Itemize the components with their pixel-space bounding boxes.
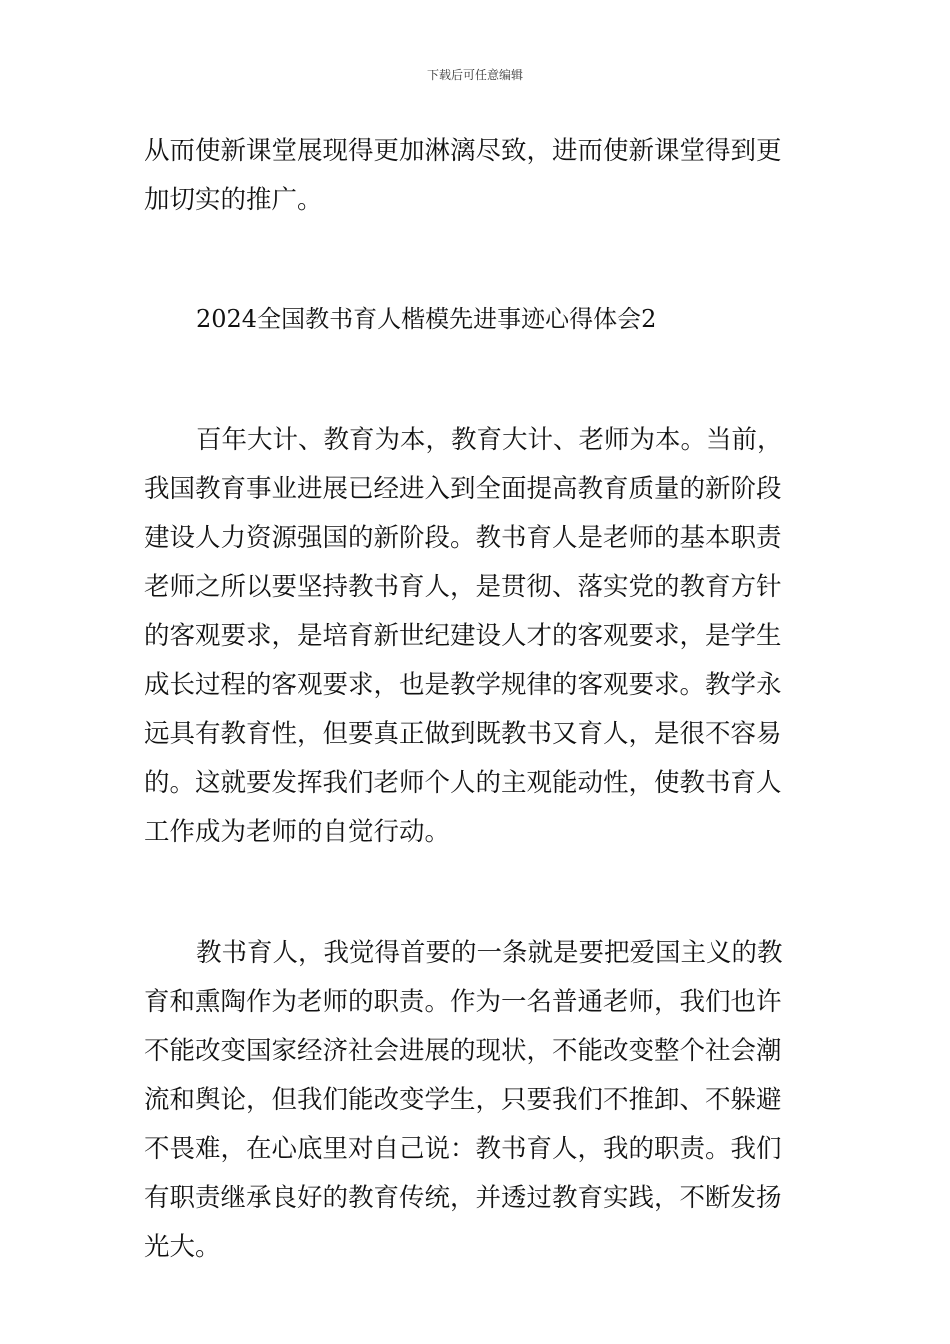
paragraph-1-line: 远具有教育性，但要真正做到既教书又育人，是很不容易 <box>144 719 782 749</box>
paragraph-1-line: 老师之所以要坚持教书育人，是贯彻、落实党的教育方针 <box>144 572 782 602</box>
paragraph-2-line: 有职责继承良好的教育传统，并透过教育实践，不断发扬 <box>144 1183 782 1213</box>
paragraph-1-line: 工作成为老师的自觉行动。 <box>144 817 451 847</box>
spacer <box>144 344 808 416</box>
paragraph-1-line: 的。这就要发挥我们老师个人的主观能动性，使教书育人 <box>144 768 782 798</box>
paragraph-1-line: 建设人力资源强国的新阶段。教书育人是老师的基本职责 <box>144 523 782 553</box>
paragraph-2-line: 不畏难，在心底里对自己说：教书育人，我的职责。我们 <box>144 1134 782 1164</box>
paragraph-2-line: 教书育人，我觉得首要的一条就是要把爱国主义的教 <box>196 938 783 968</box>
paragraph-2-line: 育和熏陶作为老师的职责。作为一名普通老师，我们也许 <box>144 987 782 1017</box>
spacer <box>144 225 808 295</box>
spacer <box>144 857 808 929</box>
paragraph-2-line: 不能改变国家经济社会进展的现状，不能改变整个社会潮 <box>144 1036 782 1066</box>
header-note: 下载后可任意编辑 <box>426 68 523 82</box>
body-line: 加切实的推广。 <box>144 185 323 215</box>
section-title: 2024全国教书育人楷模先进事迹心得体会2 <box>196 305 657 333</box>
document-body <box>144 127 808 1272</box>
paragraph-2-line: 光大。 <box>144 1232 221 1262</box>
paragraph-2-line: 流和舆论，但我们能改变学生，只要我们不推卸、不躲避 <box>144 1085 782 1115</box>
paragraph-1-line: 我国教育事业进展已经进入到全面提高教育质量的新阶段 <box>144 474 782 504</box>
paragraph-1-line: 成长过程的客观要求，也是教学规律的客观要求。教学永 <box>144 670 782 700</box>
body-line: 从而使新课堂展现得更加淋漓尽致，进而使新课堂得到更 <box>144 136 782 166</box>
paragraph-1-line: 百年大计、教育为本，教育大计、老师为本。当前， <box>196 425 783 455</box>
paragraph-1-line: 的客观要求，是培育新世纪建设人才的客观要求，是学生 <box>144 621 782 651</box>
